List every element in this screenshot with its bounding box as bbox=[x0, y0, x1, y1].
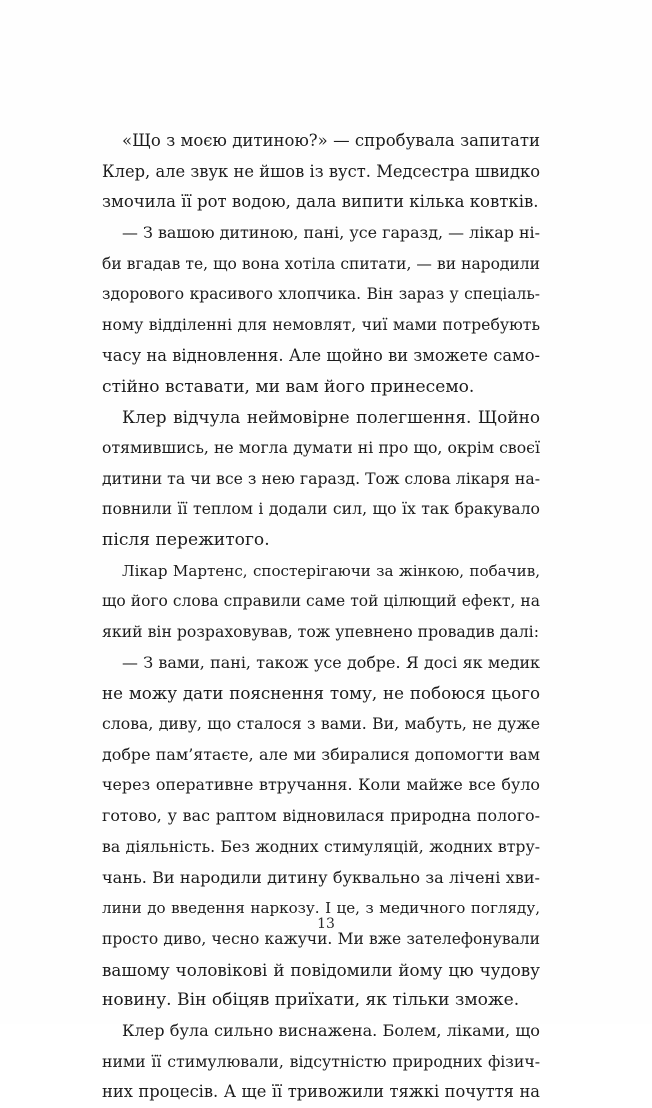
text-line: дитини та чи все з нею гаразд. Тож слова лікаря на- bbox=[102, 468, 540, 488]
text-line: добре пам’ятаєте, але ми збиралися допомогти вам bbox=[102, 744, 540, 764]
text-line: готово, у вас раптом відновилася природна полого- bbox=[102, 806, 540, 826]
text-line: новину. Він обіцяв приїхати, як тільки зможе. bbox=[102, 990, 520, 1011]
text-line: повнили її теплом і додали сил, що їх так бракувало bbox=[102, 499, 540, 519]
text-line: Клер, але звук не йшов із вуст. Медсестра швидко bbox=[102, 161, 540, 181]
text-line: вашому чоловікові й повідомили йому цю чудову bbox=[102, 959, 540, 980]
text-line: через оперативне втручання. Коли майже все було bbox=[102, 775, 540, 795]
text-line: який він розраховував, тож упевнено провадив далі: bbox=[102, 622, 539, 641]
page-number: 13 bbox=[317, 916, 335, 932]
text-line: стійно вставати, ми вам його принесемо. bbox=[102, 376, 475, 397]
text-line: ному відділенні для немовлят, чиї мами потребують bbox=[102, 315, 540, 335]
body-text bbox=[102, 126, 540, 1108]
text-line: Клер була сильно виснажена. Болем, ліками, що bbox=[122, 1020, 540, 1040]
text-line: Лікар Мартенс, спостерігаючи за жінкою, побачив, bbox=[122, 561, 540, 580]
text-line: них процесів. А ще її тривожили тяжкі почуття на bbox=[102, 1082, 540, 1102]
text-line: ва діяльність. Без жодних стимуляцій, жодних втру- bbox=[102, 836, 540, 856]
text-line: — З вами, пані, також усе добре. Я досі як медик bbox=[122, 652, 540, 672]
text-line: після пережитого. bbox=[102, 529, 270, 550]
text-line: просто диво, чесно кажучи. Ми вже зателефонували bbox=[102, 929, 540, 948]
text-line: здорового красивого хлопчика. Він зараз у спеціаль- bbox=[102, 285, 540, 304]
text-line: «Що з моєю дитиною?» — спробувала запитати bbox=[122, 131, 540, 150]
text-line: змочила її рот водою, дала випити кілька ковтків. bbox=[102, 192, 539, 212]
text-line: би вгадав те, що вона хотіла спитати, — ви народили bbox=[102, 254, 540, 273]
text-line: слова, диву, що сталося з вами. Ви, мабуть, не дуже bbox=[102, 714, 540, 734]
text-line: лини до введення наркозу. І це, з медичного погляду, bbox=[102, 899, 540, 918]
text-line: — З вашою дитиною, пані, усе гаразд, — лікар ні- bbox=[122, 223, 540, 243]
text-line: часу на відновлення. Але щойно ви зможете само- bbox=[102, 345, 540, 365]
text-line: ними її стимулювали, відсутністю природних фізич- bbox=[102, 1051, 540, 1071]
text-line: не можу дати пояснення тому, не побоюся цього bbox=[102, 683, 540, 704]
text-line: Клер відчула неймовірне полегшення. Щойно bbox=[122, 407, 540, 428]
text-line: чань. Ви народили дитину буквально за лічені хви- bbox=[102, 867, 540, 887]
text-line: що його слова справили саме той цілющий ефект, на bbox=[102, 592, 540, 611]
text-line: отямившись, не могла думати ні про що, окрім своєї bbox=[102, 437, 540, 457]
